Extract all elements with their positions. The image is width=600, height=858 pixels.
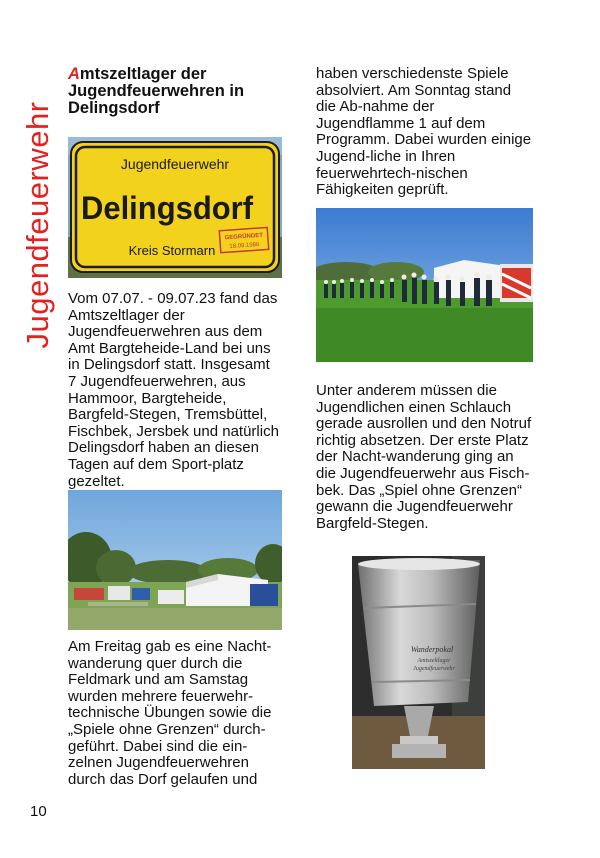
article-paragraph-4: Unter anderem müssen die Jugendlichen einen Schlauch gerade ausrollen und den Notruf richtig absetzen. Der erste Platz der Nacht-wanderung ging an die Jugendfeuerwehr aus Fisch-bek. Das „Spiel ohne Grenzen“ gewann die Jugendfeuerwehr Bargfeld-Stegen. xyxy=(316,382,532,532)
section-title-vertical xyxy=(14,66,62,384)
cup-engraving-1: Wanderpokal xyxy=(410,645,454,654)
article-paragraph-2: Am Freitag gab es eine Nacht-wanderung quer durch die Feldmark und am Samstag wurden mehrere feuerwehr-technische Übungen sowie die „Spiele ohne Grenzen“ durch-geführt. Dabei sind die ein-zelnen Jugendfeuerwehren durch das Dorf gelaufen und xyxy=(68,638,272,788)
page-number: 10 xyxy=(30,803,47,820)
svg-text:GEGRÜNDET: GEGRÜNDET xyxy=(224,232,264,242)
headline-initial: A xyxy=(68,65,80,83)
headline-rest: mtszeltlager der Jugendfeuerwehren in Delingsdorf xyxy=(68,65,245,117)
sign-top-text: Jugendfeuerwehr xyxy=(120,156,230,172)
photo-town-sign xyxy=(68,137,282,278)
photo-tent-camp xyxy=(68,490,282,630)
svg-text:18.09.1986: 18.09.1986 xyxy=(229,242,260,251)
sign-bottom-text: Kreis Stormarn xyxy=(128,243,216,258)
sign-name-text: Delingsdorf xyxy=(81,190,254,226)
photo-trophy-cup xyxy=(352,556,485,769)
article-paragraph-3: haben verschiedenste Spiele absolviert. Am Sonntag stand die Ab-nahme der Jugendflamme 1 auf dem Programm. Dabei wurden einige Jugend-liche in Ihren feuerwehrtech-nischen Fähigkeiten geprüft. xyxy=(316,65,532,199)
cup-engraving-2: Amtszeltlager xyxy=(417,658,451,664)
photo-youth-group xyxy=(316,208,533,362)
section-title-text: Jugendfeuerwehr xyxy=(20,101,55,349)
cup-engraving-3: Jugendfeuerwehr xyxy=(413,666,455,672)
article-paragraph-1: Vom 07.07. - 09.07.23 fand das Amtszeltlager der Jugendfeuerwehren aus dem Amt Bargteheide-Land bei uns in Delingsdorf statt. Insgesamt 7 Jugendfeuerwehren, aus Hammoor, Bargteheide, Bargfeld-Stegen, Tremsbüttel, Fischbek, Jersbek und natürlich Delingsdorf haben an diesen Tagen auf dem Sport-platz gezeltet. xyxy=(68,290,279,490)
article-headline xyxy=(68,66,278,117)
